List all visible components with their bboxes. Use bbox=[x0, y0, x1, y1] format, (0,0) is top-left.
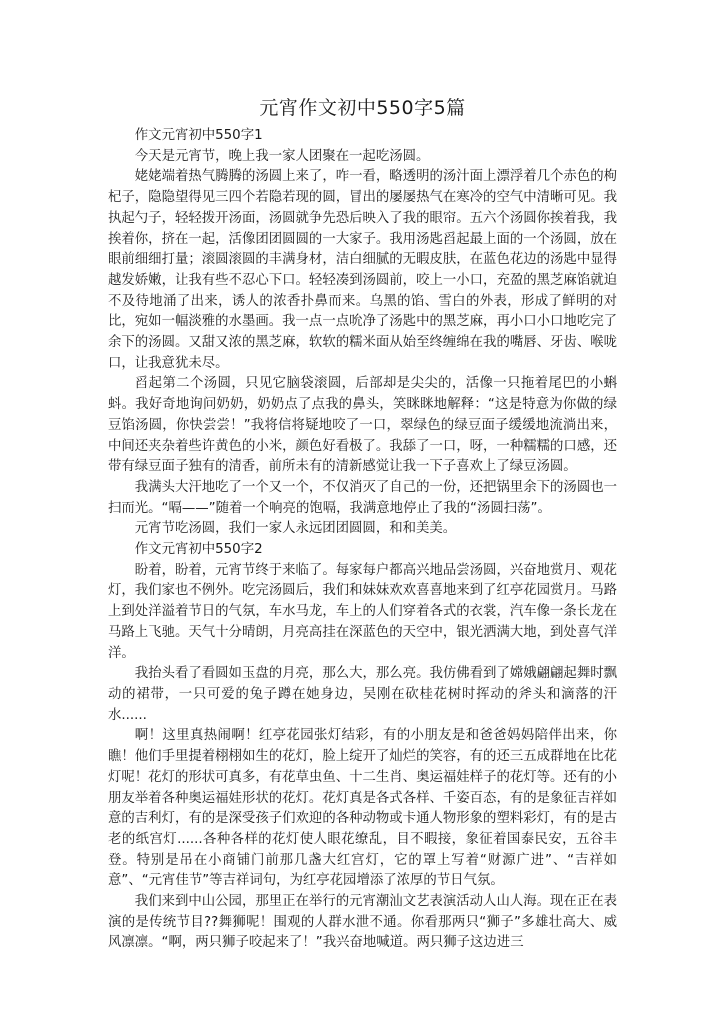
paragraph: 姥姥端着热气腾腾的汤圆上来了，咋一看，略透明的汤汁面上漂浮着几个赤色的枸杞子，隐隐望得见三四个若隐若现的圆，冒出的屡屡热气在寒冷的空气中清晰可见。我执起勺子，轻轻拨开汤面，汤圆就争先恐后映入了我的眼帘。五六个汤圆你挨着我，我挨着你，挤在一起，活像团团圆圆的一大家子。我用汤匙舀起最上面的一个汤圆，放在眼前细细打量；滚圆滚圆的丰满身材，洁白细腻的无暇皮肤，在蓝色花边的汤匙中显得越发娇嫩，让我有些不忍心下口。轻轻凑到汤圆前，咬上一小口，充盈的黑芝麻馅就迫不及待地涌了出来，诱人的浓香扑鼻而来。乌黑的馅、雪白的外表，形成了鲜明的对比，宛如一幅淡雅的水墨画。我一点一点吮净了汤匙中的黑芝麻，再小口小口地吃完了余下的汤圆。又甜又浓的黑芝麻，软软的糯米面从始至终缠绵在我的嘴唇、牙齿、喉咙口，让我意犹未尽。 bbox=[108, 169, 617, 371]
document-body bbox=[108, 126, 617, 954]
paragraph: 今天是元宵节，晚上我一家人团聚在一起吃汤圆。 bbox=[134, 148, 430, 164]
paragraph: 舀起第二个汤圆，只见它脑袋滚圆，后部却是尖尖的，活像一只拖着尾巴的小蝌蚪。我好奇地询问奶奶，奶奶点了点我的鼻头，笑眯眯地解释：“这是特意为你做的绿豆馅汤圆，你快尝尝！”我将信将疑地咬了一口，翠绿色的绿豆面子缓缓地流淌出来，中间还夹杂着些许黄色的小米，颜色好看极了。我舔了一口，呀，一种糯糯的口感，还带有绿豆面子独有的清香，前所未有的清新感觉让我一下子喜欢上了绿豆汤圆。 bbox=[108, 376, 617, 475]
paragraph: 我满头大汗地吃了一个又一个，不仅消灭了自己的一份，还把锅里余下的汤圆也一扫而光。“嗝——”随着一个响亮的饱嗝，我满意地停止了我的“汤圆扫荡”。 bbox=[108, 479, 617, 516]
essay-heading-1: 作文元宵初中550字1 bbox=[134, 128, 263, 143]
paragraph: 我们来到中山公园，那里正在举行的元宵潮汕文艺表演活动人山人海。现在正在表演的是传统节目??舞狮呢！围观的人群水泄不通。你看那两只“狮子”多雄壮高大、威风凛凛。“啊，两只狮子咬起来了！”我兴奋地喊道。两只狮子这边进三 bbox=[108, 894, 617, 951]
paragraph: 我抬头看了看圆如玉盘的月亮，那么大，那么亮。我仿佛看到了嫦娥翩翩起舞时飘动的裙带，一只可爱的兔子蹲在她身边，吴刚在砍桂花树时挥动的斧头和滴落的汗水...... bbox=[108, 666, 617, 723]
essay-heading-2: 作文元宵初中550字2 bbox=[134, 542, 263, 558]
paragraph: 元宵节吃汤圆，我们一家人永远团团圆圆，和和美美。 bbox=[134, 521, 457, 537]
paragraph: 盼着，盼着，元宵节终于来临了。每家每户都高兴地品尝汤圆，兴奋地赏月、观花灯，我们家也不例外。吃完汤圆后，我们和妹妹欢欢喜喜地来到了红亭花园赏月。马路上到处洋溢着节日的气氛，车水马龙，车上的人们穿着各式的衣裳，汽车像一条长龙在马路上飞驰。天气十分晴朗，月亮高挂在深蓝色的天空中，银光洒满大地，到处喜气洋洋。 bbox=[108, 562, 617, 661]
document-title: 元宵作文初中550字5篇 bbox=[259, 97, 466, 119]
paragraph: 啊！这里真热闹啊！红亭花园张灯结彩，有的小朋友是和爸爸妈妈陪伴出来，你瞧！他们手里提着栩栩如生的花灯，脸上绽开了灿烂的笑容，有的还三五成群地在比花灯呢！花灯的形状可真多，有花草虫鱼、十二生肖、奥运福娃样子的花灯等。还有的小朋友举着各种奥运福娃形状的花灯。花灯真是各式各样、千姿百态，有的是象征吉祥如意的吉利灯，有的是深受孩子们欢迎的各种动物或卡通人物形象的塑料彩灯，有的是古老的纸宫灯......各种各样的花灯使人眼花缭乱，目不暇接，象征着国泰民安，五谷丰登。特别是吊在小商铺门前那几盏大红宫灯，它的罩上写着“财源广进”、“吉祥如意”、“元宵佳节”等吉祥词句，为红亭花园增添了浓厚的节日气氛。 bbox=[108, 728, 617, 889]
